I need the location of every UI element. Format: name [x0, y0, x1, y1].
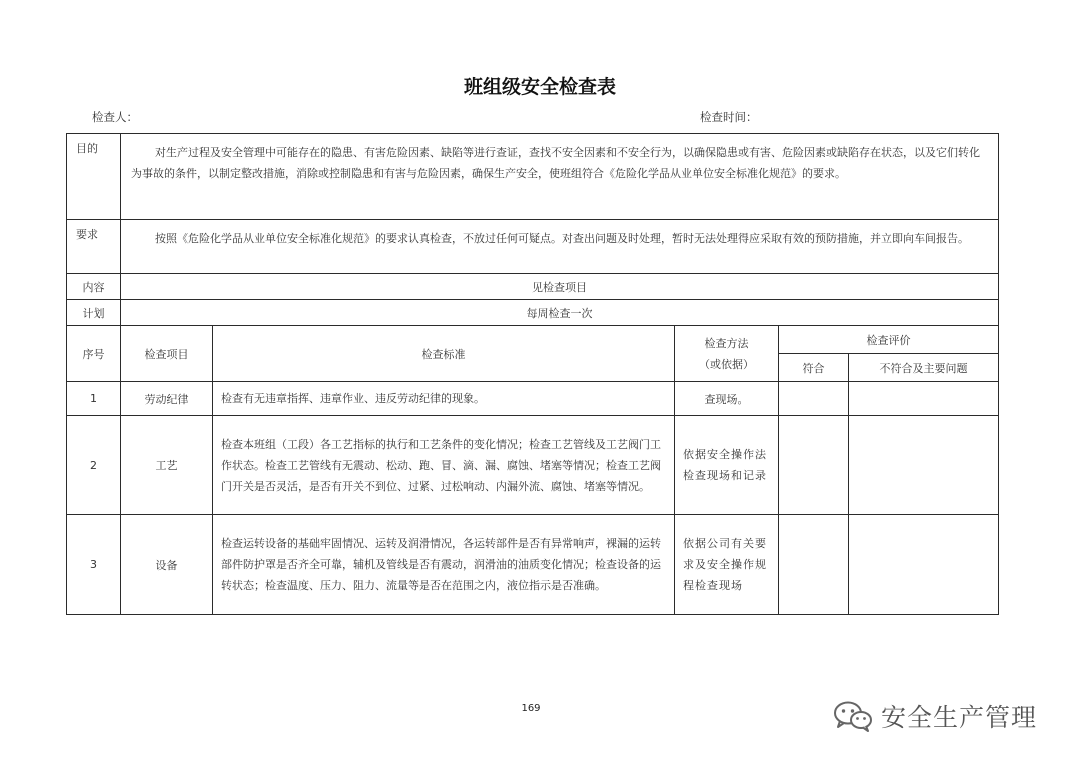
table-row [67, 515, 999, 615]
header-nonconform: 不符合及主要问题 [849, 354, 999, 382]
requirement-text-content: 按照《危险化学品从业单位安全标准化规范》的要求认真检查，不放过任何可疑点。对查出问题及时处理，暂时无法处理得应采取有效的预防措施，并立即向车间报告。 [155, 232, 969, 245]
header-method [675, 326, 779, 382]
row-conform-cell [779, 416, 849, 515]
content-label: 内容 [67, 274, 121, 300]
row-nonconform-cell [849, 515, 999, 615]
plan-row [67, 300, 999, 326]
watermark [833, 698, 1037, 734]
row-seq: 3 [67, 515, 121, 615]
purpose-text-content: 对生产过程及安全管理中可能存在的隐患、有害危险因素、缺陷等进行查证，查找不安全因素和不安全行为，以确保隐患或有害、危险因素或缺陷存在状态，以及它们转化为事故的条件，以制定整改措施，消除或控制隐患和有害与危险因素，确保生产安全，使班组符合《危险化学品从业单位安全标准化规范》的要求。 [131, 146, 980, 180]
content-row [67, 274, 999, 300]
table-row [67, 382, 999, 416]
requirement-text [121, 220, 999, 274]
header-method-line2: （或依据） [699, 357, 754, 371]
page-title: 班组级安全检查表 [463, 76, 616, 98]
purpose-text [121, 134, 999, 220]
row-conform-cell [779, 382, 849, 416]
row-method: 依据安全操作法检查现场和记录 [675, 416, 779, 515]
row-item: 工艺 [121, 416, 213, 515]
plan-label: 计划 [67, 300, 121, 326]
row-item: 设备 [121, 515, 213, 615]
header-item: 检查项目 [121, 326, 213, 382]
content-value: 见检查项目 [121, 274, 999, 300]
inspection-table [66, 133, 999, 615]
row-nonconform-cell [849, 416, 999, 515]
header-seq: 序号 [67, 326, 121, 382]
requirement-row [67, 220, 999, 274]
page-number: 169 [521, 703, 541, 714]
header-conform: 符合 [779, 354, 849, 382]
requirement-label: 要求 [67, 220, 121, 274]
header-standard: 检查标准 [213, 326, 675, 382]
header-row-1 [67, 326, 999, 354]
row-standard: 检查运转设备的基础牢固情况、运转及润滑情况，各运转部件是否有异常响声，裸漏的运转部件防护罩是否齐全可靠，辅机及管线是否有震动，润滑油的油质变化情况；检查设备的运转状态；检查温度、压力、阻力、流量等是否在范围之内，液位指示是否准确。 [213, 515, 675, 615]
purpose-row [67, 134, 999, 220]
row-item: 劳动纪律 [121, 382, 213, 416]
row-method: 依据公司有关要求及安全操作规程检查现场 [675, 515, 779, 615]
watermark-text: 安全生产管理 [881, 703, 1038, 732]
inspection-time-label: 检查时间： [700, 110, 758, 124]
row-seq: 2 [67, 416, 121, 515]
header-evaluation: 检查评价 [779, 326, 999, 354]
row-nonconform-cell [849, 382, 999, 416]
header-method-line1: 检查方法 [704, 336, 749, 350]
row-standard: 检查本班组（工段）各工艺指标的执行和工艺条件的变化情况；检查工艺管线及工艺阀门工作状态。检查工艺管线有无震动、松动、跑、冒、滴、漏、腐蚀、堵塞等情况；检查工艺阀门开关是否灵活，是否有开关不到位、过紧、过松响动、内漏外流、腐蚀、堵塞等情况。 [213, 416, 675, 515]
inspector-label: 检查人： [92, 110, 138, 124]
table-row [67, 416, 999, 515]
plan-value: 每周检查一次 [121, 300, 999, 326]
purpose-label: 目的 [67, 134, 121, 220]
row-standard: 检查有无违章指挥、违章作业、违反劳动纪律的现象。 [213, 382, 675, 416]
row-conform-cell [779, 515, 849, 615]
row-method: 查现场。 [675, 382, 779, 416]
row-seq: 1 [67, 382, 121, 416]
wechat-icon [833, 700, 873, 732]
